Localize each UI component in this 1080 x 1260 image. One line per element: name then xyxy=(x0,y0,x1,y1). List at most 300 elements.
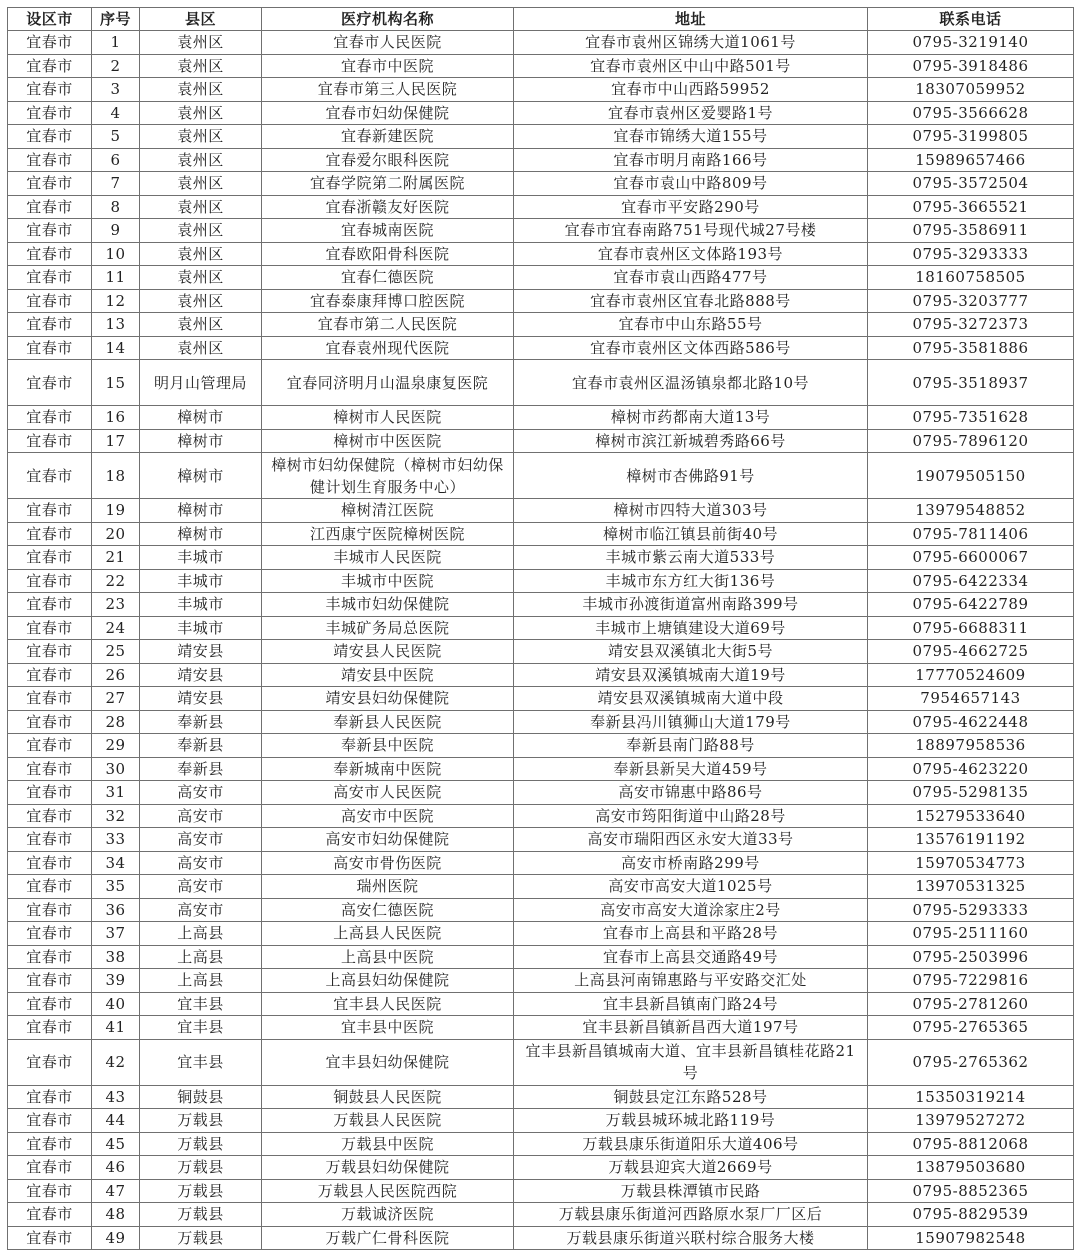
cell-institution: 宜春市第二人民医院 xyxy=(262,313,514,337)
cell-city: 宜春市 xyxy=(8,242,92,266)
cell-index: 10 xyxy=(92,242,140,266)
cell-institution: 宜春仁德医院 xyxy=(262,266,514,290)
cell-district: 樟树市 xyxy=(140,406,262,430)
table-row xyxy=(8,828,1074,852)
cell-phone: 18307059952 xyxy=(868,78,1074,102)
cell-institution: 樟树市中医医院 xyxy=(262,429,514,453)
cell-address: 宜春市中山东路55号 xyxy=(514,313,868,337)
header-row xyxy=(8,8,1074,31)
cell-phone: 0795-3581886 xyxy=(868,336,1074,360)
cell-city: 宜春市 xyxy=(8,1039,92,1085)
cell-phone: 0795-4662725 xyxy=(868,640,1074,664)
cell-city: 宜春市 xyxy=(8,522,92,546)
cell-address: 樟树市杏佛路91号 xyxy=(514,453,868,499)
cell-phone: 13879503680 xyxy=(868,1156,1074,1180)
cell-phone: 0795-2765362 xyxy=(868,1039,1074,1085)
header-index: 序号 xyxy=(92,8,140,31)
cell-city: 宜春市 xyxy=(8,828,92,852)
cell-phone: 0795-6422334 xyxy=(868,569,1074,593)
table-row xyxy=(8,266,1074,290)
cell-city: 宜春市 xyxy=(8,616,92,640)
table-row xyxy=(8,313,1074,337)
cell-institution: 万载县妇幼保健院 xyxy=(262,1156,514,1180)
cell-institution: 万载广仁骨科医院 xyxy=(262,1226,514,1250)
cell-address: 丰城市东方红大街136号 xyxy=(514,569,868,593)
cell-address: 靖安县双溪镇城南大道中段 xyxy=(514,687,868,711)
cell-phone: 15970534773 xyxy=(868,851,1074,875)
cell-district: 丰城市 xyxy=(140,593,262,617)
cell-city: 宜春市 xyxy=(8,734,92,758)
cell-index: 29 xyxy=(92,734,140,758)
table-row xyxy=(8,546,1074,570)
cell-district: 高安市 xyxy=(140,828,262,852)
cell-phone: 0795-3293333 xyxy=(868,242,1074,266)
cell-address: 宜春市袁州区爱婴路1号 xyxy=(514,101,868,125)
cell-city: 宜春市 xyxy=(8,336,92,360)
cell-city: 宜春市 xyxy=(8,429,92,453)
cell-city: 宜春市 xyxy=(8,757,92,781)
cell-index: 39 xyxy=(92,969,140,993)
cell-address: 万载县迎宾大道2669号 xyxy=(514,1156,868,1180)
table-row xyxy=(8,78,1074,102)
cell-address: 高安市高安大道涂家庄2号 xyxy=(514,898,868,922)
cell-district: 上高县 xyxy=(140,922,262,946)
cell-city: 宜春市 xyxy=(8,1179,92,1203)
header-address: 地址 xyxy=(514,8,868,31)
table-row xyxy=(8,453,1074,499)
cell-district: 袁州区 xyxy=(140,195,262,219)
cell-phone: 0795-7229816 xyxy=(868,969,1074,993)
table-row xyxy=(8,148,1074,172)
cell-phone: 0795-3203777 xyxy=(868,289,1074,313)
table-row xyxy=(8,781,1074,805)
table-row xyxy=(8,125,1074,149)
cell-institution: 樟树清江医院 xyxy=(262,499,514,523)
cell-district: 袁州区 xyxy=(140,336,262,360)
table-row xyxy=(8,1109,1074,1133)
cell-address: 宜春市中山西路59952 xyxy=(514,78,868,102)
cell-institution: 丰城市中医院 xyxy=(262,569,514,593)
table-row xyxy=(8,219,1074,243)
table-row xyxy=(8,336,1074,360)
cell-phone: 0795-6600067 xyxy=(868,546,1074,570)
table-row xyxy=(8,242,1074,266)
table-row xyxy=(8,687,1074,711)
cell-index: 4 xyxy=(92,101,140,125)
cell-phone: 0795-3586911 xyxy=(868,219,1074,243)
cell-city: 宜春市 xyxy=(8,266,92,290)
table-row xyxy=(8,1016,1074,1040)
cell-phone: 0795-7351628 xyxy=(868,406,1074,430)
cell-address: 宜春市袁州区温汤镇泉都北路10号 xyxy=(514,360,868,406)
cell-phone: 18897958536 xyxy=(868,734,1074,758)
table-row xyxy=(8,1203,1074,1227)
cell-district: 奉新县 xyxy=(140,757,262,781)
table-row xyxy=(8,898,1074,922)
cell-institution: 高安市人民医院 xyxy=(262,781,514,805)
table-row xyxy=(8,289,1074,313)
cell-city: 宜春市 xyxy=(8,148,92,172)
cell-city: 宜春市 xyxy=(8,569,92,593)
table-row xyxy=(8,429,1074,453)
cell-address: 宜丰县新昌镇南门路24号 xyxy=(514,992,868,1016)
cell-city: 宜春市 xyxy=(8,640,92,664)
cell-index: 6 xyxy=(92,148,140,172)
cell-phone: 0795-8812068 xyxy=(868,1132,1074,1156)
cell-district: 袁州区 xyxy=(140,266,262,290)
cell-phone: 0795-5293333 xyxy=(868,898,1074,922)
cell-address: 奉新县冯川镇狮山大道179号 xyxy=(514,710,868,734)
cell-address: 丰城市上塘镇建设大道69号 xyxy=(514,616,868,640)
table-row xyxy=(8,663,1074,687)
cell-phone: 18160758505 xyxy=(868,266,1074,290)
cell-address: 宜春市上高县和平路28号 xyxy=(514,922,868,946)
cell-address: 宜春市宜春南路751号现代城27号楼 xyxy=(514,219,868,243)
cell-index: 45 xyxy=(92,1132,140,1156)
cell-city: 宜春市 xyxy=(8,195,92,219)
cell-index: 34 xyxy=(92,851,140,875)
cell-district: 袁州区 xyxy=(140,242,262,266)
cell-address: 宜春市袁山西路477号 xyxy=(514,266,868,290)
header-institution: 医疗机构名称 xyxy=(262,8,514,31)
cell-phone: 0795-3199805 xyxy=(868,125,1074,149)
cell-city: 宜春市 xyxy=(8,360,92,406)
cell-address: 万载县城环城北路119号 xyxy=(514,1109,868,1133)
cell-city: 宜春市 xyxy=(8,781,92,805)
cell-institution: 宜春新建医院 xyxy=(262,125,514,149)
cell-district: 万载县 xyxy=(140,1203,262,1227)
table-row xyxy=(8,101,1074,125)
cell-city: 宜春市 xyxy=(8,710,92,734)
cell-district: 万载县 xyxy=(140,1109,262,1133)
cell-address: 樟树市四特大道303号 xyxy=(514,499,868,523)
cell-district: 樟树市 xyxy=(140,453,262,499)
cell-institution: 万载县人民医院西院 xyxy=(262,1179,514,1203)
cell-phone: 15907982548 xyxy=(868,1226,1074,1250)
cell-district: 樟树市 xyxy=(140,499,262,523)
cell-city: 宜春市 xyxy=(8,875,92,899)
cell-phone: 7954657143 xyxy=(868,687,1074,711)
cell-district: 高安市 xyxy=(140,898,262,922)
table-row xyxy=(8,945,1074,969)
cell-phone: 0795-3918486 xyxy=(868,54,1074,78)
cell-institution: 万载县中医院 xyxy=(262,1132,514,1156)
cell-district: 宜丰县 xyxy=(140,1039,262,1085)
cell-institution: 铜鼓县人民医院 xyxy=(262,1085,514,1109)
cell-institution: 上高县中医院 xyxy=(262,945,514,969)
cell-index: 2 xyxy=(92,54,140,78)
table-row xyxy=(8,757,1074,781)
cell-phone: 15279533640 xyxy=(868,804,1074,828)
cell-index: 19 xyxy=(92,499,140,523)
cell-address: 靖安县双溪镇北大街5号 xyxy=(514,640,868,664)
cell-city: 宜春市 xyxy=(8,453,92,499)
cell-index: 18 xyxy=(92,453,140,499)
cell-index: 7 xyxy=(92,172,140,196)
cell-address: 高安市筠阳街道中山路28号 xyxy=(514,804,868,828)
cell-index: 28 xyxy=(92,710,140,734)
cell-city: 宜春市 xyxy=(8,1109,92,1133)
table-row xyxy=(8,1039,1074,1085)
cell-address: 奉新县南门路88号 xyxy=(514,734,868,758)
cell-address: 宜春市锦绣大道155号 xyxy=(514,125,868,149)
cell-address: 宜春市袁州区文体西路586号 xyxy=(514,336,868,360)
table-body xyxy=(8,31,1074,1250)
cell-address: 丰城市紫云南大道533号 xyxy=(514,546,868,570)
cell-index: 9 xyxy=(92,219,140,243)
cell-institution: 宜春浙赣友好医院 xyxy=(262,195,514,219)
cell-institution: 高安仁德医院 xyxy=(262,898,514,922)
table-row xyxy=(8,195,1074,219)
cell-address: 樟树市临江镇县前街40号 xyxy=(514,522,868,546)
cell-district: 上高县 xyxy=(140,969,262,993)
cell-city: 宜春市 xyxy=(8,992,92,1016)
cell-institution: 宜丰县妇幼保健院 xyxy=(262,1039,514,1085)
cell-address: 铜鼓县定江东路528号 xyxy=(514,1085,868,1109)
cell-city: 宜春市 xyxy=(8,78,92,102)
cell-index: 37 xyxy=(92,922,140,946)
cell-index: 8 xyxy=(92,195,140,219)
table-row xyxy=(8,875,1074,899)
cell-index: 40 xyxy=(92,992,140,1016)
cell-phone: 0795-5298135 xyxy=(868,781,1074,805)
cell-phone: 13979527272 xyxy=(868,1109,1074,1133)
cell-city: 宜春市 xyxy=(8,125,92,149)
cell-phone: 0795-7896120 xyxy=(868,429,1074,453)
cell-city: 宜春市 xyxy=(8,54,92,78)
cell-city: 宜春市 xyxy=(8,101,92,125)
cell-city: 宜春市 xyxy=(8,804,92,828)
cell-city: 宜春市 xyxy=(8,593,92,617)
cell-district: 袁州区 xyxy=(140,148,262,172)
cell-phone: 0795-4623220 xyxy=(868,757,1074,781)
cell-city: 宜春市 xyxy=(8,289,92,313)
cell-phone: 13970531325 xyxy=(868,875,1074,899)
cell-city: 宜春市 xyxy=(8,313,92,337)
cell-index: 31 xyxy=(92,781,140,805)
table-row xyxy=(8,851,1074,875)
header-city: 设区市 xyxy=(8,8,92,31)
cell-institution: 江西康宁医院樟树医院 xyxy=(262,522,514,546)
cell-phone: 0795-8829539 xyxy=(868,1203,1074,1227)
cell-city: 宜春市 xyxy=(8,1203,92,1227)
cell-city: 宜春市 xyxy=(8,969,92,993)
table-row xyxy=(8,1226,1074,1250)
table-row xyxy=(8,969,1074,993)
cell-district: 袁州区 xyxy=(140,219,262,243)
cell-index: 32 xyxy=(92,804,140,828)
cell-district: 明月山管理局 xyxy=(140,360,262,406)
cell-institution: 丰城矿务局总医院 xyxy=(262,616,514,640)
cell-institution: 樟树市妇幼保健院（樟树市妇幼保健计划生育服务中心） xyxy=(262,453,514,499)
cell-phone: 0795-2511160 xyxy=(868,922,1074,946)
cell-address: 宜春市明月南路166号 xyxy=(514,148,868,172)
cell-institution: 万载县人民医院 xyxy=(262,1109,514,1133)
cell-index: 16 xyxy=(92,406,140,430)
cell-address: 万载县康乐街道兴联村综合服务大楼 xyxy=(514,1226,868,1250)
table-row xyxy=(8,804,1074,828)
cell-address: 宜春市袁山中路809号 xyxy=(514,172,868,196)
table-row xyxy=(8,1179,1074,1203)
cell-district: 靖安县 xyxy=(140,640,262,664)
cell-index: 49 xyxy=(92,1226,140,1250)
cell-institution: 丰城市人民医院 xyxy=(262,546,514,570)
cell-city: 宜春市 xyxy=(8,1085,92,1109)
table-row xyxy=(8,569,1074,593)
cell-index: 11 xyxy=(92,266,140,290)
table-row xyxy=(8,522,1074,546)
cell-institution: 奉新县人民医院 xyxy=(262,710,514,734)
cell-index: 26 xyxy=(92,663,140,687)
cell-phone: 0795-3219140 xyxy=(868,31,1074,55)
cell-institution: 宜春城南医院 xyxy=(262,219,514,243)
cell-institution: 高安市骨伤医院 xyxy=(262,851,514,875)
table-row xyxy=(8,1156,1074,1180)
cell-district: 高安市 xyxy=(140,875,262,899)
cell-phone: 13576191192 xyxy=(868,828,1074,852)
cell-index: 21 xyxy=(92,546,140,570)
cell-district: 高安市 xyxy=(140,781,262,805)
cell-district: 宜丰县 xyxy=(140,1016,262,1040)
cell-district: 上高县 xyxy=(140,945,262,969)
cell-index: 15 xyxy=(92,360,140,406)
cell-institution: 上高县人民医院 xyxy=(262,922,514,946)
cell-index: 25 xyxy=(92,640,140,664)
cell-district: 丰城市 xyxy=(140,569,262,593)
cell-phone: 0795-4622448 xyxy=(868,710,1074,734)
header-phone: 联系电话 xyxy=(868,8,1074,31)
cell-address: 宜春市袁州区中山中路501号 xyxy=(514,54,868,78)
cell-address: 万载县株潭镇市民路 xyxy=(514,1179,868,1203)
table-row xyxy=(8,499,1074,523)
cell-address: 宜春市袁州区文体路193号 xyxy=(514,242,868,266)
cell-district: 袁州区 xyxy=(140,78,262,102)
cell-district: 靖安县 xyxy=(140,663,262,687)
cell-district: 高安市 xyxy=(140,804,262,828)
cell-city: 宜春市 xyxy=(8,1156,92,1180)
cell-address: 丰城市孙渡街道富州南路399号 xyxy=(514,593,868,617)
cell-phone: 0795-7811406 xyxy=(868,522,1074,546)
cell-institution: 宜春学院第二附属医院 xyxy=(262,172,514,196)
cell-phone: 17770524609 xyxy=(868,663,1074,687)
cell-index: 48 xyxy=(92,1203,140,1227)
cell-phone: 0795-2781260 xyxy=(868,992,1074,1016)
cell-institution: 靖安县妇幼保健院 xyxy=(262,687,514,711)
hospital-table xyxy=(7,7,1074,1250)
cell-institution: 宜春市第三人民医院 xyxy=(262,78,514,102)
cell-index: 35 xyxy=(92,875,140,899)
cell-address: 上高县河南锦惠路与平安路交汇处 xyxy=(514,969,868,993)
cell-district: 万载县 xyxy=(140,1132,262,1156)
cell-city: 宜春市 xyxy=(8,31,92,55)
cell-city: 宜春市 xyxy=(8,898,92,922)
cell-institution: 宜春同济明月山温泉康复医院 xyxy=(262,360,514,406)
cell-index: 38 xyxy=(92,945,140,969)
table-row xyxy=(8,360,1074,406)
table-row xyxy=(8,734,1074,758)
cell-address: 奉新县新吴大道459号 xyxy=(514,757,868,781)
cell-district: 万载县 xyxy=(140,1156,262,1180)
table-row xyxy=(8,616,1074,640)
cell-index: 24 xyxy=(92,616,140,640)
table-row xyxy=(8,31,1074,55)
cell-index: 14 xyxy=(92,336,140,360)
cell-institution: 宜春市人民医院 xyxy=(262,31,514,55)
table-row xyxy=(8,1085,1074,1109)
cell-institution: 樟树市人民医院 xyxy=(262,406,514,430)
cell-institution: 宜丰县人民医院 xyxy=(262,992,514,1016)
cell-city: 宜春市 xyxy=(8,499,92,523)
cell-index: 12 xyxy=(92,289,140,313)
cell-address: 高安市桥南路299号 xyxy=(514,851,868,875)
cell-institution: 奉新县中医院 xyxy=(262,734,514,758)
cell-phone: 0795-3566628 xyxy=(868,101,1074,125)
table-row xyxy=(8,922,1074,946)
cell-index: 27 xyxy=(92,687,140,711)
cell-city: 宜春市 xyxy=(8,922,92,946)
cell-phone: 0795-8852365 xyxy=(868,1179,1074,1203)
header-district: 县区 xyxy=(140,8,262,31)
cell-index: 30 xyxy=(92,757,140,781)
table-row xyxy=(8,172,1074,196)
cell-index: 1 xyxy=(92,31,140,55)
cell-address: 宜丰县新昌镇新昌西大道197号 xyxy=(514,1016,868,1040)
cell-address: 樟树市药都南大道13号 xyxy=(514,406,868,430)
cell-institution: 宜春欧阳骨科医院 xyxy=(262,242,514,266)
cell-institution: 高安市妇幼保健院 xyxy=(262,828,514,852)
cell-district: 袁州区 xyxy=(140,289,262,313)
cell-district: 袁州区 xyxy=(140,101,262,125)
cell-district: 袁州区 xyxy=(140,31,262,55)
cell-district: 袁州区 xyxy=(140,125,262,149)
cell-index: 22 xyxy=(92,569,140,593)
cell-district: 丰城市 xyxy=(140,616,262,640)
cell-phone: 13979548852 xyxy=(868,499,1074,523)
cell-address: 宜春市袁州区宜春北路888号 xyxy=(514,289,868,313)
cell-district: 铜鼓县 xyxy=(140,1085,262,1109)
cell-district: 奉新县 xyxy=(140,710,262,734)
cell-index: 46 xyxy=(92,1156,140,1180)
cell-phone: 15350319214 xyxy=(868,1085,1074,1109)
cell-address: 宜丰县新昌镇城南大道、宜丰县新昌镇桂花路21号 xyxy=(514,1039,868,1085)
cell-city: 宜春市 xyxy=(8,1016,92,1040)
cell-district: 袁州区 xyxy=(140,313,262,337)
cell-institution: 瑞州医院 xyxy=(262,875,514,899)
cell-city: 宜春市 xyxy=(8,1226,92,1250)
cell-district: 奉新县 xyxy=(140,734,262,758)
cell-city: 宜春市 xyxy=(8,172,92,196)
cell-institution: 宜丰县中医院 xyxy=(262,1016,514,1040)
cell-district: 袁州区 xyxy=(140,172,262,196)
table-row xyxy=(8,710,1074,734)
cell-index: 41 xyxy=(92,1016,140,1040)
cell-city: 宜春市 xyxy=(8,663,92,687)
table-row xyxy=(8,54,1074,78)
cell-institution: 奉新城南中医院 xyxy=(262,757,514,781)
cell-institution: 宜春爱尔眼科医院 xyxy=(262,148,514,172)
cell-institution: 宜春袁州现代医院 xyxy=(262,336,514,360)
cell-city: 宜春市 xyxy=(8,1132,92,1156)
cell-district: 樟树市 xyxy=(140,429,262,453)
cell-index: 23 xyxy=(92,593,140,617)
cell-institution: 宜春市中医院 xyxy=(262,54,514,78)
cell-phone: 15989657466 xyxy=(868,148,1074,172)
table-row xyxy=(8,1132,1074,1156)
cell-phone: 0795-3518937 xyxy=(868,360,1074,406)
cell-index: 44 xyxy=(92,1109,140,1133)
cell-index: 17 xyxy=(92,429,140,453)
table-row xyxy=(8,406,1074,430)
